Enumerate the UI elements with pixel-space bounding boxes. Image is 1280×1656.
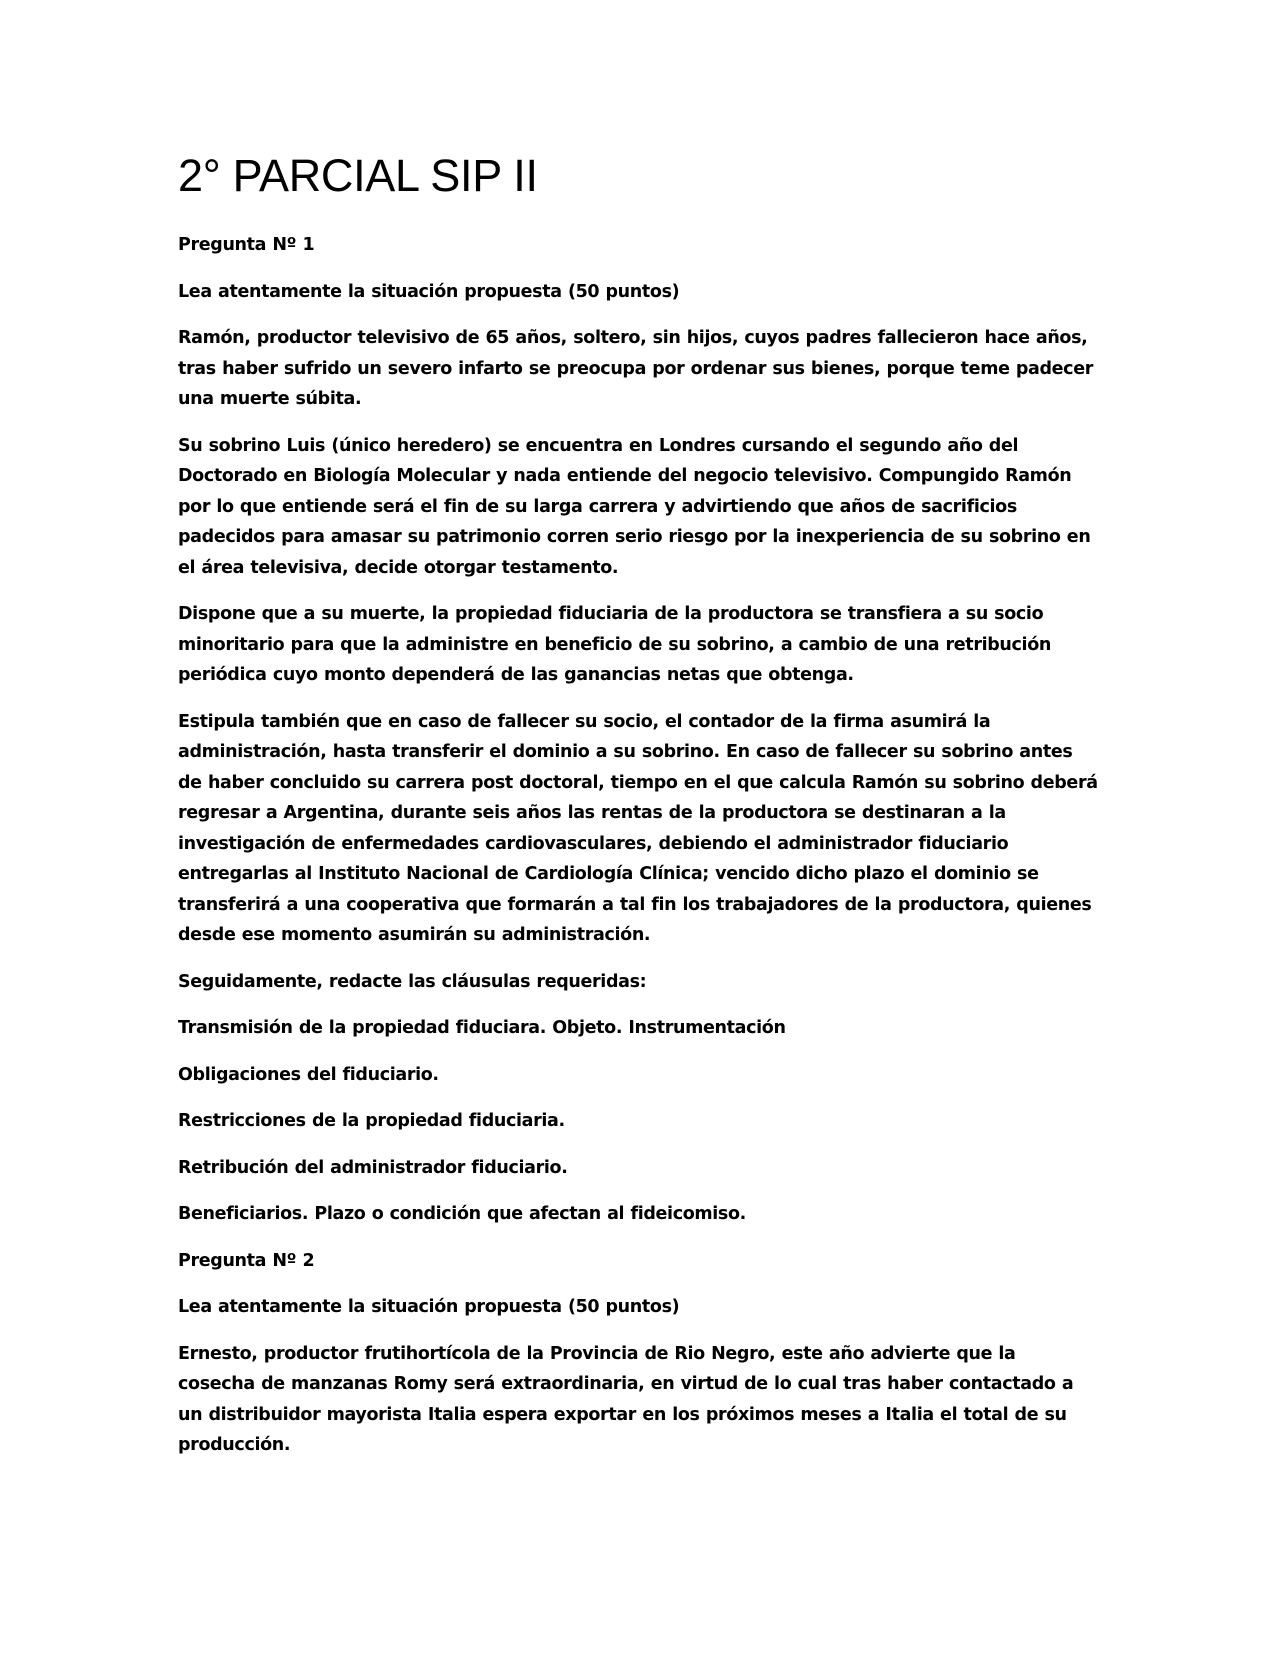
question-1-instruction: Lea atentamente la situación propuesta (50 puntos) bbox=[178, 281, 680, 302]
question-1-paragraph-1: Ramón, productor televisivo de 65 años, soltero, sin hijos, cuyos padres fallecieron hace años, tras haber sufrido un severo infarto se preocupa por ordenar sus bienes, porque teme padecer una muerte súbita. bbox=[178, 328, 1093, 409]
question-2-paragraph-1: Ernesto, productor frutihortícola de la Provincia de Rio Negro, este año advierte que la cosecha de manzanas Romy será extraordinaria, en virtud de lo cual tras haber contactado a un distribuidor mayorista Italia espera exportar en los próximos meses a Italia el total de su producción. bbox=[178, 1343, 1074, 1455]
clause-item-4: Retribución del administrador fiduciario. bbox=[178, 1157, 568, 1178]
question-2-instruction: Lea atentamente la situación propuesta (50 puntos) bbox=[178, 1297, 680, 1317]
clause-item-1: Transmisión de la propiedad fiduciara. Objeto. Instrumentación bbox=[178, 1018, 786, 1038]
question-1-paragraph-3: Dispone que a su muerte, la propiedad fiduciaria de la productora se transfiera a su socio minoritario para que la administre en beneficio de su sobrino, a cambio de una retribución periódica cuyo monto dependerá de las ganancias netas que obtenga. bbox=[178, 604, 1051, 685]
document-title: 2° PARCIAL SIP II bbox=[178, 150, 538, 201]
question-1-paragraph-4: Estipula también que en caso de fallecer su socio, el contador de la firma asumirá la administración, hasta transferir el dominio a su sobrino. En caso de fallecer su sobrino antes de haber concluido su carrera post doctoral, tiempo en el que calcula Ramón su sobrino deberá regresar a Argentina, durante seis años las rentas de la productora se destinaran a la investigación de enfermedades cardiovasculares, debiendo el administrador fiduciario entregarlas al Instituto Nacional de Cardiología Clínica; vencido dicho plazo el dominio se transferirá a una cooperativa que formarán a tal fin los trabajadores de la productora, quienes desde ese momento asumirán su administración. bbox=[178, 711, 1098, 945]
question-1-task: Seguidamente, redacte las cláusulas requeridas: bbox=[178, 971, 647, 992]
question-2-heading: Pregunta Nº 2 bbox=[178, 1250, 315, 1271]
clause-item-3: Restricciones de la propiedad fiduciaria. bbox=[178, 1111, 565, 1131]
document-page bbox=[178, 148, 1098, 1477]
question-1-heading: Pregunta Nº 1 bbox=[178, 235, 315, 255]
clause-item-5: Beneficiarios. Plazo o condición que afectan al fideicomiso. bbox=[178, 1204, 746, 1224]
question-1-paragraph-2: Su sobrino Luis (único heredero) se encuentra en Londres cursando el segundo año del Doctorado en Biología Molecular y nada entiende del negocio televisivo. Compungido Ramón por lo que entiende será el fin de su larga carrera y advirtiendo que años de sacrificios padecidos para amasar su patrimonio corren serio riesgo por la inexperiencia de su sobrino en el área televisiva, decide otorgar testamento. bbox=[178, 435, 1091, 578]
clause-item-2: Obligaciones del fiduciario. bbox=[178, 1064, 439, 1085]
